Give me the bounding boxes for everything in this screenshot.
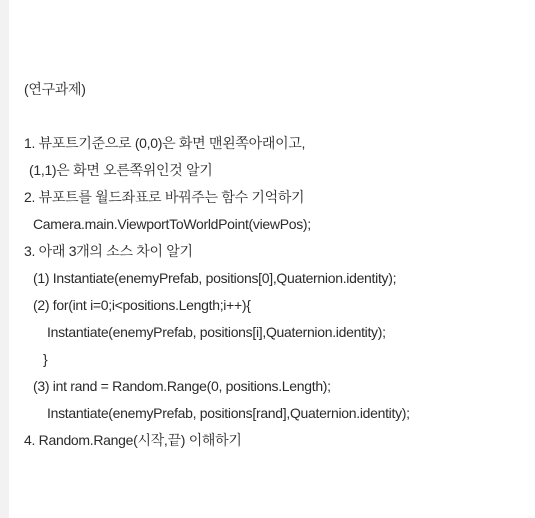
item-3-source-3-decl: (3) int rand = Random.Range(0, positions.Length); (33, 378, 331, 394)
document-body (24, 0, 529, 518)
item-2-line-1: 2. 뷰포트를 월드좌표로 바꿔주는 함수 기억하기 (24, 189, 305, 205)
item-3-source-3-body: Instantiate(enemyPrefab, positions[rand],Quaternion.identity); (47, 405, 410, 421)
item-3-source-2-close: } (43, 351, 48, 367)
item-3-heading: 3. 아래 3개의 소스 차이 알기 (24, 243, 193, 259)
section-heading: (연구과제) (24, 81, 86, 97)
item-1-line-2: (1,1)은 화면 오른쪽위인것 알기 (29, 162, 213, 178)
item-3-source-1: (1) Instantiate(enemyPrefab, positions[0],Quaternion.identity); (33, 270, 397, 286)
left-margin-strip (0, 0, 9, 518)
item-3-source-2-body: Instantiate(enemyPrefab, positions[i],Quaternion.identity); (47, 324, 386, 340)
item-3-source-2-open: (2) for(int i=0;i<positions.Length;i++){ (33, 297, 251, 313)
item-4-line: 4. Random.Range(시작,끝) 이해하기 (24, 432, 242, 448)
item-2-code: Camera.main.ViewportToWorldPoint(viewPos); (33, 216, 311, 232)
item-1-line-1: 1. 뷰포트기준으로 (0,0)은 화면 맨왼쪽아래이고, (24, 135, 306, 151)
